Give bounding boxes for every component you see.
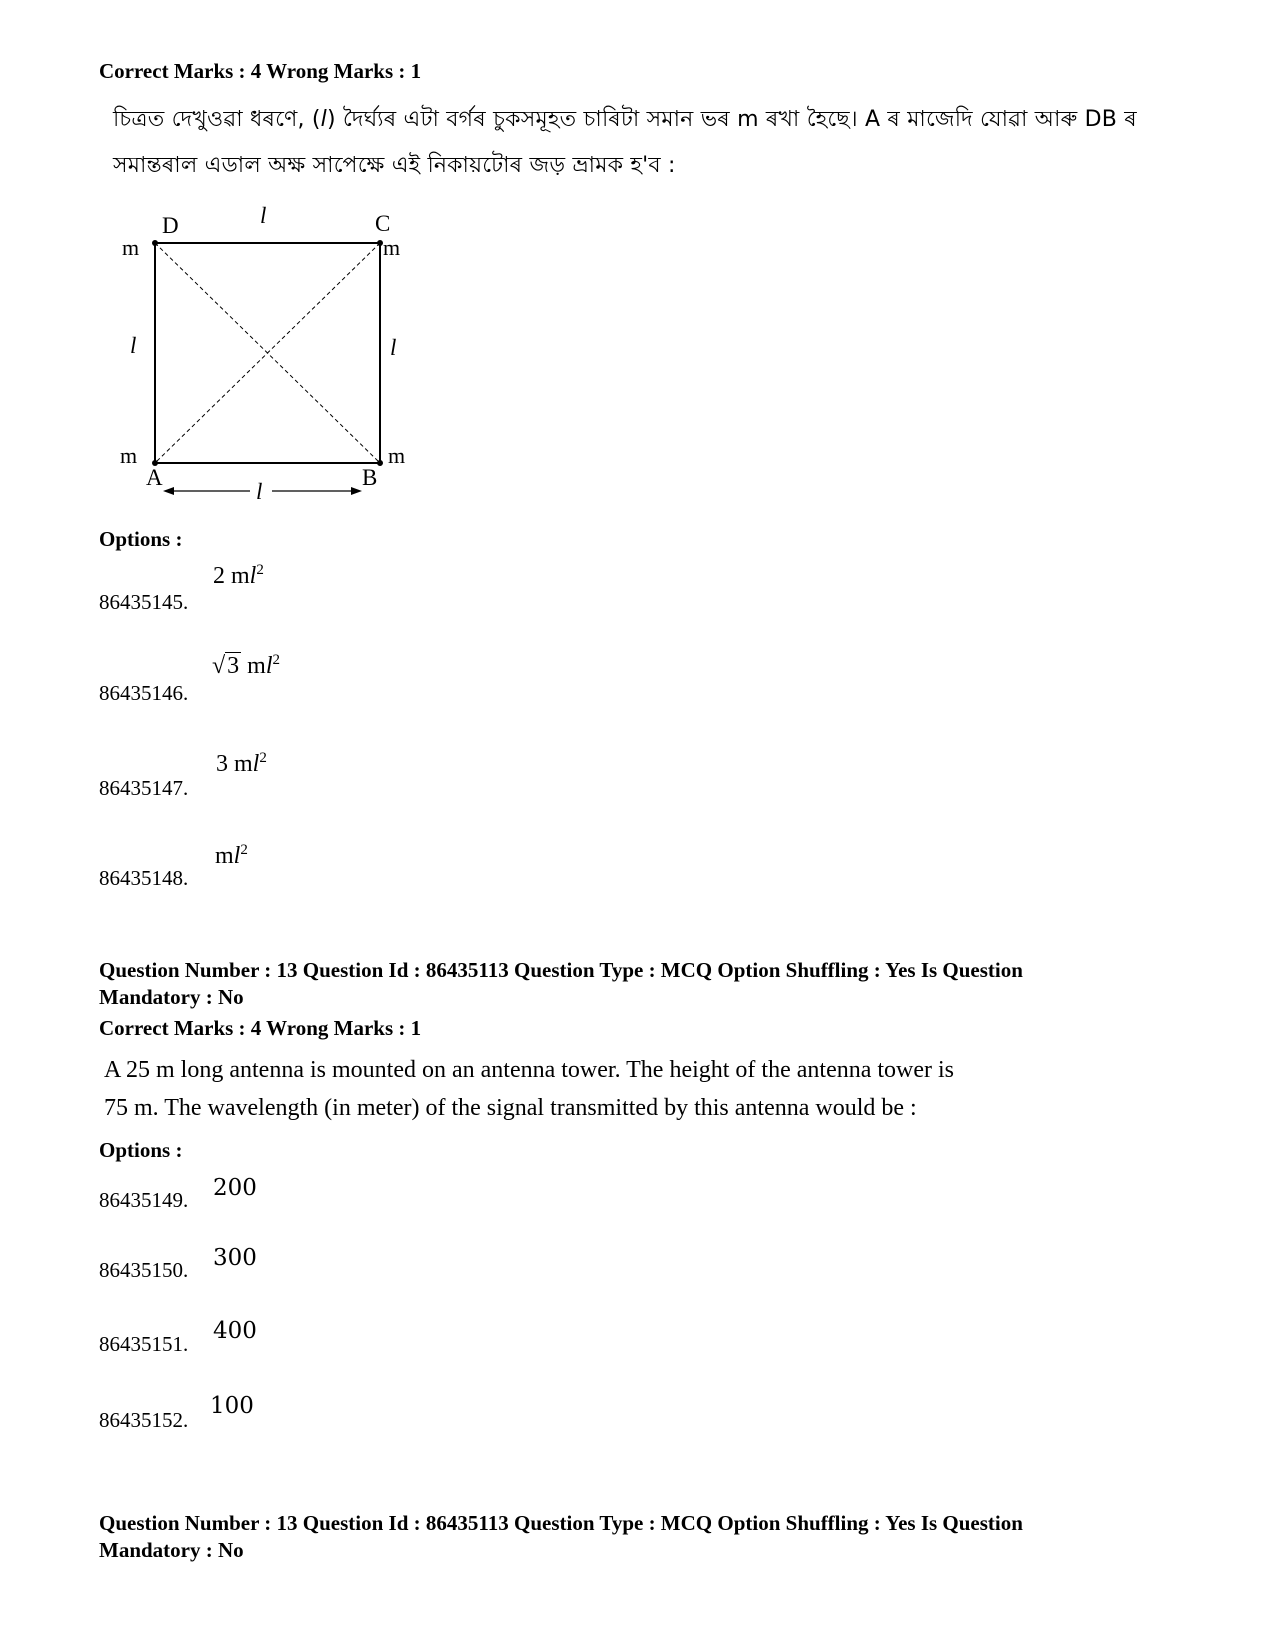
q12-option-1-id: 86435145. bbox=[99, 590, 189, 614]
mass-point-d bbox=[152, 240, 158, 246]
q12-option-3-exp: 2 bbox=[259, 750, 267, 766]
q12-stem-line1-a: চিত্ৰত দেখুওৱা ধৰণে, ( bbox=[113, 107, 321, 132]
q12-option-3-value[interactable] bbox=[216, 750, 267, 778]
q13-marks: Correct Marks : 4 Wrong Marks : 1 bbox=[99, 1016, 422, 1040]
q13-header-cont: Mandatory : No bbox=[99, 985, 244, 1009]
q12-option-2-exp: 2 bbox=[272, 652, 281, 668]
q12-stem-line1-b: ) দৈৰ্ঘ্যৰ এটা বৰ্গৰ চুকসমূহত চাৰিটা সমান ভৰ m ৰখা হৈছে। A ৰ মাজেদি যোৱা আৰু DB ৰ bbox=[326, 107, 1137, 132]
label-d: D bbox=[162, 213, 179, 238]
mass-label-c: m bbox=[383, 235, 401, 260]
label-c: C bbox=[375, 211, 391, 236]
sqrt-icon: √3 bbox=[212, 653, 240, 679]
q12-stem-line1 bbox=[113, 100, 1193, 140]
q13-option-3-id: 86435151. bbox=[99, 1332, 189, 1356]
q12-option-4-var: l bbox=[233, 843, 241, 869]
mass-label-d: m bbox=[122, 235, 140, 260]
q13-options-label: Options : bbox=[99, 1138, 183, 1162]
q13-option-1-id: 86435149. bbox=[99, 1188, 189, 1212]
mass-label-a: m bbox=[120, 443, 138, 468]
next-question-header-cont: Mandatory : No bbox=[99, 1538, 244, 1562]
q12-option-3-id: 86435147. bbox=[99, 776, 189, 800]
q12-options-label: Options : bbox=[99, 527, 183, 551]
q12-option-2-coef: m bbox=[241, 653, 266, 679]
q13-header: Question Number : 13 Question Id : 86435113 Question Type : MCQ Option Shuffling : Yes Is Question bbox=[99, 958, 1023, 982]
q12-option-3-var: l bbox=[252, 751, 260, 777]
square-mass-figure bbox=[110, 205, 430, 505]
q13-option-2-id: 86435150. bbox=[99, 1258, 189, 1282]
q12-option-1-exp: 2 bbox=[256, 562, 264, 578]
arrow-right-icon bbox=[351, 487, 362, 495]
q13-option-1-value[interactable]: 200 bbox=[213, 1175, 257, 1201]
mass-point-b bbox=[377, 460, 383, 466]
side-label-left: l bbox=[130, 333, 137, 358]
q12-option-2-id: 86435146. bbox=[99, 681, 189, 705]
q13-stem-line2: 75 m. The wavelength (in meter) of the signal transmitted by this antenna would be : bbox=[104, 1095, 917, 1121]
arrow-left-icon bbox=[163, 487, 174, 495]
q12-option-1-value[interactable] bbox=[213, 562, 264, 590]
q12-option-2-value[interactable] bbox=[212, 652, 280, 680]
q13-stem-line1: A 25 m long antenna is mounted on an antenna tower. The height of the antenna tower is bbox=[104, 1057, 955, 1083]
q13-option-3-value[interactable]: 400 bbox=[213, 1318, 257, 1344]
side-label-bottom: l bbox=[256, 479, 263, 504]
q13-option-2-value[interactable]: 300 bbox=[213, 1245, 257, 1271]
side-label-right: l bbox=[390, 335, 397, 360]
q12-option-4-exp: 2 bbox=[240, 842, 248, 858]
label-a: A bbox=[146, 465, 163, 490]
q13-option-4-id: 86435152. bbox=[99, 1408, 189, 1432]
q12-option-1-coef: 2 m bbox=[213, 563, 250, 589]
label-b: B bbox=[362, 465, 378, 490]
next-question-header: Question Number : 13 Question Id : 86435113 Question Type : MCQ Option Shuffling : Yes Is Question bbox=[99, 1511, 1023, 1535]
q12-option-2-root: 3 bbox=[227, 653, 240, 679]
q13-option-4-value[interactable]: 100 bbox=[210, 1393, 254, 1419]
q12-marks: Correct Marks : 4 Wrong Marks : 1 bbox=[99, 59, 422, 83]
q12-option-3-coef: 3 m bbox=[216, 751, 253, 777]
side-label-top: l bbox=[260, 205, 267, 228]
q12-stem-line2: সমান্তৰাল এডাল অক্ষ সাপেক্ষে এই নিকায়টোৰ জড় ভ্ৰামক হ'ব : bbox=[113, 153, 676, 178]
q12-option-1-var: l bbox=[249, 563, 257, 589]
q12-option-4-coef: m bbox=[215, 843, 234, 869]
q12-option-2-var: l bbox=[265, 653, 273, 679]
mass-label-b: m bbox=[388, 443, 406, 468]
q12-option-4-id: 86435148. bbox=[99, 866, 189, 890]
q12-option-4-value[interactable] bbox=[215, 842, 248, 870]
q12-stem-line1-l: l bbox=[320, 107, 327, 132]
